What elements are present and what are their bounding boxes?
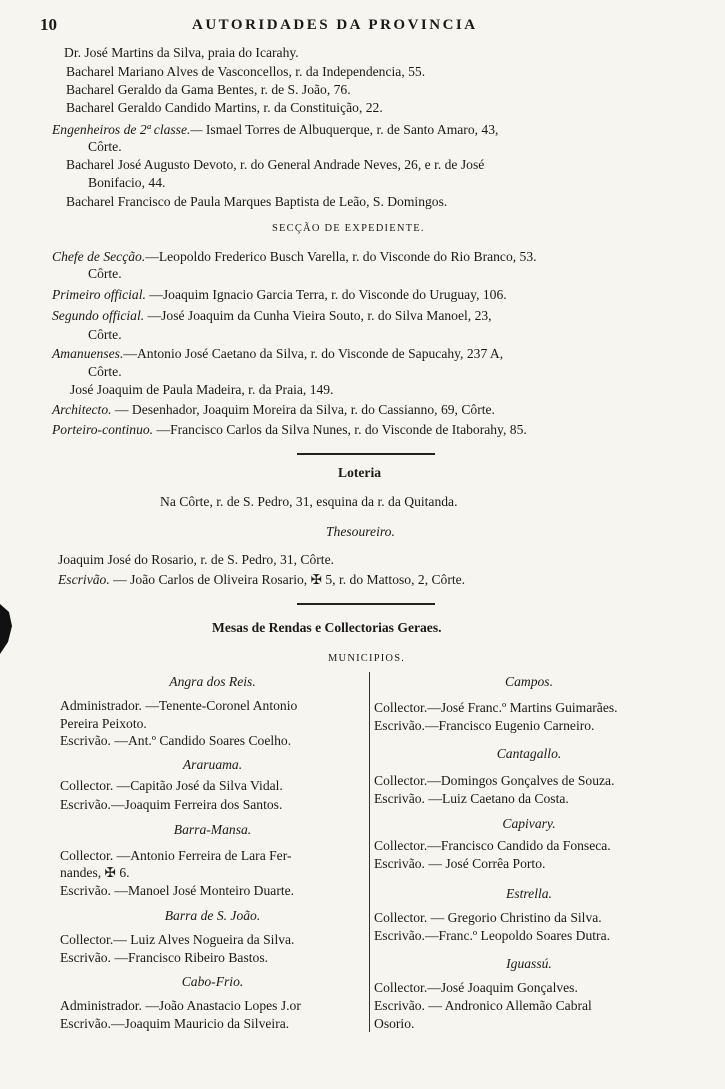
expediente-entry — [52, 346, 503, 362]
architecto-entry — [52, 402, 495, 418]
town-heading: Araruama. — [182, 757, 243, 772]
town-heading: Campos. — [505, 674, 553, 689]
municipios-heading: MUNICIPIOS. — [328, 653, 406, 664]
page-number: 10 — [40, 15, 57, 34]
entry-label: Primeiro official. — [52, 287, 146, 302]
entry-label: Architecto. — [52, 402, 112, 417]
text-line: Escrivão. —Ant.º Candido Soares Coelho. — [60, 733, 292, 748]
text-line: Administrador. —João Anastacio Lopes J.or — [60, 998, 301, 1013]
thesoureiro-heading: Thesoureiro. — [326, 524, 395, 539]
entry-text: Ismael Torres de Albuquerque, r. de Santo Amaro, 43, — [205, 122, 499, 137]
text-line: Collector.— Luiz Alves Nogueira da Silva. — [60, 932, 295, 947]
text-line: Côrte. — [88, 139, 122, 154]
text-line: Escrivão. — Andronico Allemão Cabral — [374, 998, 592, 1013]
entry-label: Segundo official. — [52, 308, 145, 323]
engenheiros-entry — [52, 122, 498, 138]
text-line: Escrivão. —Manoel José Monteiro Duarte. — [60, 883, 295, 898]
porteiro-entry — [52, 422, 527, 438]
text-line: Administrador. —Tenente-Coronel Antonio — [60, 698, 298, 713]
text-line: Bacharel Geraldo da Gama Bentes, r. de S. João, 76. — [66, 82, 351, 97]
entry-label: Chefe de Secção. — [52, 249, 146, 264]
text-line: Bacharel José Augusto Devoto, r. do General Andrade Neves, 26, e r. de José — [66, 157, 485, 172]
entry-text: —Antonio José Caetano da Silva, r. do Visconde de Sapucahy, 237 A, — [123, 346, 504, 361]
text-line: Côrte. — [88, 364, 122, 379]
text-line: Côrte. — [88, 327, 122, 342]
loteria-address: Na Côrte, r. de S. Pedro, 31, esquina da r. da Quitanda. — [160, 494, 458, 509]
entry-text: —José Joaquim da Cunha Vieira Souto, r. do Silva Manoel, 23, — [147, 308, 492, 323]
text-line: Collector. — Gregorio Christino da Silva. — [374, 910, 602, 925]
text-line: Collector.—José Franc.º Martins Guimarães. — [374, 700, 618, 715]
text-line: Bacharel Geraldo Candido Martins, r. da Constituição, 22. — [66, 100, 383, 115]
expediente-entry — [52, 308, 492, 324]
text-line: Collector.—Domingos Gonçalves de Souza. — [374, 773, 615, 788]
text-line: Escrivão. —Luiz Caetano da Costa. — [374, 791, 569, 806]
mesas-heading: Mesas de Rendas e Collectorias Geraes. — [212, 620, 442, 635]
town-heading: Angra dos Reis. — [169, 674, 256, 689]
text-line: Collector.—Francisco Candido da Fonseca. — [374, 838, 611, 853]
town-heading: Barra de S. João. — [164, 908, 261, 923]
text-line: Bacharel Francisco de Paula Marques Baptista de Leão, S. Domingos. — [66, 194, 448, 209]
text-line: Osorio. — [374, 1016, 415, 1031]
town-heading: Barra-Mansa. — [173, 822, 252, 837]
town-heading: Cabo-Frio. — [181, 974, 244, 989]
entry-text: —Leopoldo Frederico Busch Varella, r. do Visconde do Rio Branco, 53. — [145, 249, 537, 264]
text-line: Escrivão.—Joaquim Ferreira dos Santos. — [60, 797, 283, 812]
text-line: Bacharel Mariano Alves de Vasconcellos, r. da Independencia, 55. — [66, 64, 426, 79]
town-heading: Capivary. — [502, 816, 556, 831]
text-line: Collector. —Antonio Ferreira de Lara Fer- — [60, 848, 292, 863]
entry-text: —Francisco Carlos da Silva Nunes, r. do Visconde de Itaborahy, 85. — [156, 422, 527, 437]
thesoureiro-entry: Joaquim José do Rosario, r. de S. Pedro, 31, Côrte. — [58, 552, 335, 567]
divider — [297, 453, 435, 455]
text-line: Dr. José Martins da Silva, praia do Icarahy. — [64, 45, 299, 60]
expediente-entry — [52, 287, 507, 303]
entry-label: Engenheiros de 2ª classe.— — [52, 122, 203, 137]
text-line: Bonifacio, 44. — [88, 175, 166, 190]
margin-mark-icon — [0, 604, 14, 654]
escrivao-entry — [58, 572, 465, 588]
text-line: Escrivão.—Franc.º Leopoldo Soares Dutra. — [374, 928, 610, 943]
text-line: Escrivão. — José Corrêa Porto. — [374, 856, 546, 871]
entry-label: Porteiro-continuo. — [52, 422, 154, 437]
text-line: Côrte. — [88, 266, 122, 281]
text-line: Collector. —Capitão José da Silva Vidal. — [60, 778, 283, 793]
text-line: Escrivão.—Francisco Eugenio Carneiro. — [374, 718, 595, 733]
town-heading: Iguassú. — [506, 956, 552, 971]
page-title: AUTORIDADES DA PROVINCIA — [192, 17, 478, 33]
section-heading: SECÇÃO DE EXPEDIENTE. — [272, 223, 425, 234]
loteria-heading: Loteria — [338, 465, 382, 480]
entry-text: —Joaquim Ignacio Garcia Terra, r. do Visconde do Uruguay, 106. — [149, 287, 507, 302]
text-line: José Joaquim de Paula Madeira, r. da Praia, 149. — [70, 382, 334, 397]
entry-text: — Desenhador, Joaquim Moreira da Silva, r. do Cassianno, 69, Côrte. — [114, 402, 495, 417]
text-line: Escrivão. —Francisco Ribeiro Bastos. — [60, 950, 269, 965]
expediente-entry — [52, 249, 537, 265]
town-heading: Estrella. — [506, 886, 552, 901]
text-line: Escrivão.—Joaquim Mauricio da Silveira. — [60, 1016, 290, 1031]
divider — [297, 603, 435, 605]
text-line: Collector.—José Joaquim Gonçalves. — [374, 980, 578, 995]
text-line: Pereira Peixoto. — [60, 716, 147, 731]
text-line: nandes, ✠ 6. — [60, 865, 130, 880]
town-heading: Cantagallo. — [496, 746, 562, 761]
entry-label: Escrivão. — [58, 572, 110, 587]
entry-label: Amanuenses. — [52, 346, 124, 361]
entry-text: — João Carlos de Oliveira Rosario, ✠ 5, r. do Mattoso, 2, Côrte. — [113, 572, 466, 587]
column-divider — [369, 672, 370, 1032]
